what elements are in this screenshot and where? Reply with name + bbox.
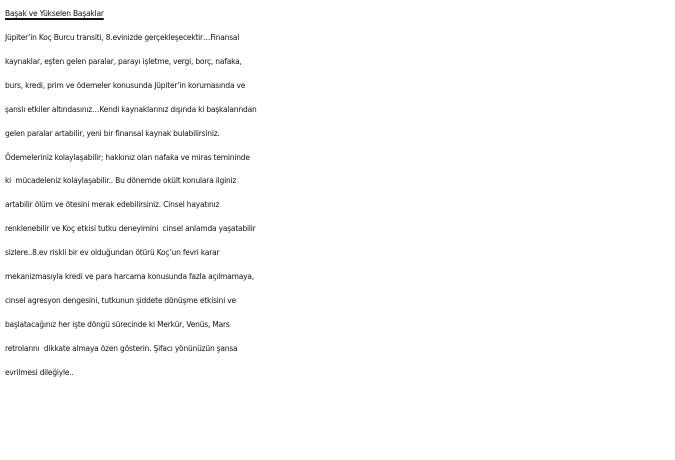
text-line: sizlere..8.ev riskli bir ev olduğundan ötürü Koç’un fevri karar: [5, 248, 220, 258]
text-line: cinsel agresyon dengesini, tutkunun şiddete dönüşme etkisini ve: [5, 295, 236, 305]
text-line: Ödemeleriniz kolaylaşabilir; hakkınız olan nafaka ve miras temininde: [5, 152, 250, 162]
text-line: başlatacağınız her işte döngü sürecinde ki Merkür, Venüs, Mars: [5, 319, 230, 329]
text-line: artabilir ölüm ve ötesini merak edebilirsiniz. Cinsel hayatınız: [5, 200, 220, 210]
text-line: retrolarını dikkate almaya özen gösterin. Şifacı yönünüzün şansa: [5, 343, 238, 353]
text-line: kaynaklar, eşten gelen paralar, parayı işletme, vergi, borç, nafaka,: [5, 56, 242, 66]
text-line: renklenebilir ve Koç etkisi tutku deneyimini cinsel anlamda yaşatabilir: [5, 224, 256, 234]
text-line: ki mücadeleniz kolaylaşabilir.. Bu dönemde okült konulara ilginiz: [5, 176, 237, 186]
text-line: evrilmesi dileğiyle..: [5, 367, 74, 377]
text-line: mekanizmasıyla kredi ve para harcama konusunda fazla açılmamaya,: [5, 272, 255, 282]
document-body: [5, 2, 673, 385]
text-line: burs, kredi, prim ve ödemeler konusunda Jüpiter’in korumasında ve: [5, 80, 246, 90]
document-title: Başak ve Yükselen Başaklar: [5, 9, 104, 18]
text-line: gelen paralar artabilir, yeni bir finansal kaynak bulabilirsiniz.: [5, 128, 220, 138]
text-line: şanslı etkiler altındasınız…Kendi kaynaklarınız dışında ki başkalarından: [5, 104, 257, 114]
text-line: Jüpiter’in Koç Burcu transiti, 8.evinizde gerçekleşecektir…Finansal: [5, 33, 240, 42]
